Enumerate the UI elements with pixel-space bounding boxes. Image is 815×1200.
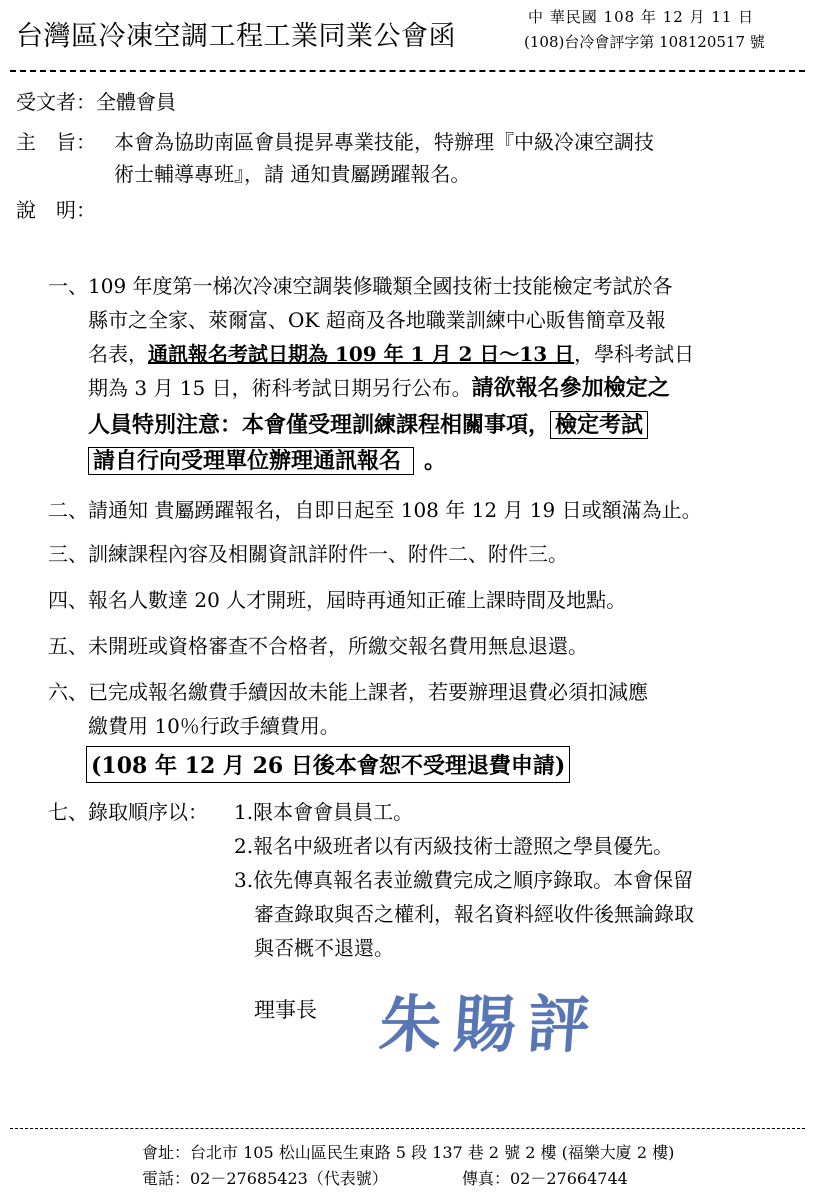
item-2: 二、請通知 貴屬踴躍報名，自即日起至 108 年 12 月 19 日或額滿為止。	[48, 498, 702, 522]
item-7-rule-2: 2.報名中級班者以有丙級技術士證照之學員優先。	[234, 834, 674, 858]
item-1-line-1: 一、109 年度第一梯次冷凍空調裝修職類全國技術士技能檢定考試於各	[48, 274, 673, 298]
footer-divider	[10, 1128, 805, 1129]
item-7-rule-3-line-1: 3.依先傳真報名表並繳費完成之順序錄取。本會保留	[234, 868, 694, 892]
item-5: 五、未開班或資格審查不合格者，所繳交報名費用無息退還。	[48, 634, 588, 658]
header-divider	[10, 70, 805, 72]
item-6-line-2: 繳費用 10％行政手續費用。	[88, 714, 340, 738]
subject-line-2: 術士輔導專班』，請 通知貴屬踴躍報名。	[114, 162, 471, 186]
footer-fax: 傳真：02－27664744	[462, 1169, 628, 1188]
explanation-label: 說 明：	[16, 198, 96, 222]
subject-line-1: 本會為協助南區會員提昇專業技能，特辦理『中級冷凍空調技	[114, 130, 654, 154]
chairman-signature: 朱賜評	[377, 988, 605, 1061]
item-1-text: ，學科考試日	[574, 342, 695, 366]
notice-highlight: 請欲報名參加檢定之	[471, 375, 670, 401]
item-1-line-6	[88, 444, 446, 475]
letter-date: 中 華民國 108 年 12 月 11 日	[528, 8, 755, 26]
item-1-line-4	[88, 372, 670, 405]
item-1-text: 名表，	[88, 342, 148, 366]
footer-address: 會址：台北市 105 松山區民生東路 5 段 137 巷 2 號 2 樓 (福樂大廈 2 樓)	[142, 1143, 675, 1162]
item-3: 三、訓練課程內容及相關資訊詳附件一、附件二、附件三。	[48, 542, 568, 566]
recipient-label: 受文者：	[16, 90, 96, 114]
boxed-notice: 檢定考試	[550, 411, 648, 439]
subject-label: 主 旨：	[16, 130, 96, 154]
refund-notice: (108 年 12 月 26 日後本會恕不受理退費申請)	[86, 746, 570, 783]
notice-highlight: 人員特別注意：本會僅受理訓練課程相關事項，	[88, 412, 551, 438]
item-1-text: 期為 3 月 15 日，術科考試日期另行公布。	[88, 376, 472, 400]
period-mark: 。	[424, 448, 447, 474]
registration-dates-highlight: 通訊報名考試日期為 109 年 1 月 2 日～13 日	[148, 342, 575, 366]
item-7-rule-3-line-2: 審查錄取與否之權利，報名資料經收件後無論錄取	[254, 902, 694, 926]
item-7-rule-1: 1.限本會會員員工。	[234, 800, 414, 824]
item-1-line-2: 縣市之全家、萊爾富、OK 超商及各地職業訓練中心販售簡章及報	[88, 308, 666, 332]
boxed-notice: 請自行向受理單位辦理通訊報名	[88, 447, 414, 475]
chairman-title: 理事長	[254, 998, 317, 1022]
item-7-rule-3-line-3: 與否概不退還。	[254, 936, 394, 960]
footer-phone: 電話：02－27685423（代表號）	[142, 1169, 388, 1188]
item-4: 四、報名人數達 20 人才開班，屆時再通知正確上課時間及地點。	[48, 588, 627, 612]
item-1-line-3	[88, 338, 694, 371]
reference-number: (108)台冷會評字第 108120517 號	[524, 33, 765, 51]
item-1-line-5	[88, 408, 648, 439]
item-6-line-1: 六、已完成報名繳費手續因故未能上課者，若要辦理退費必須扣減應	[48, 680, 648, 704]
item-7-label: 七、錄取順序以：	[48, 800, 208, 824]
recipient-value: 全體會員	[96, 90, 176, 114]
recipient-line	[16, 86, 176, 119]
letter-title: 台灣區冷凍空調工程工業同業公會函	[16, 21, 456, 52]
